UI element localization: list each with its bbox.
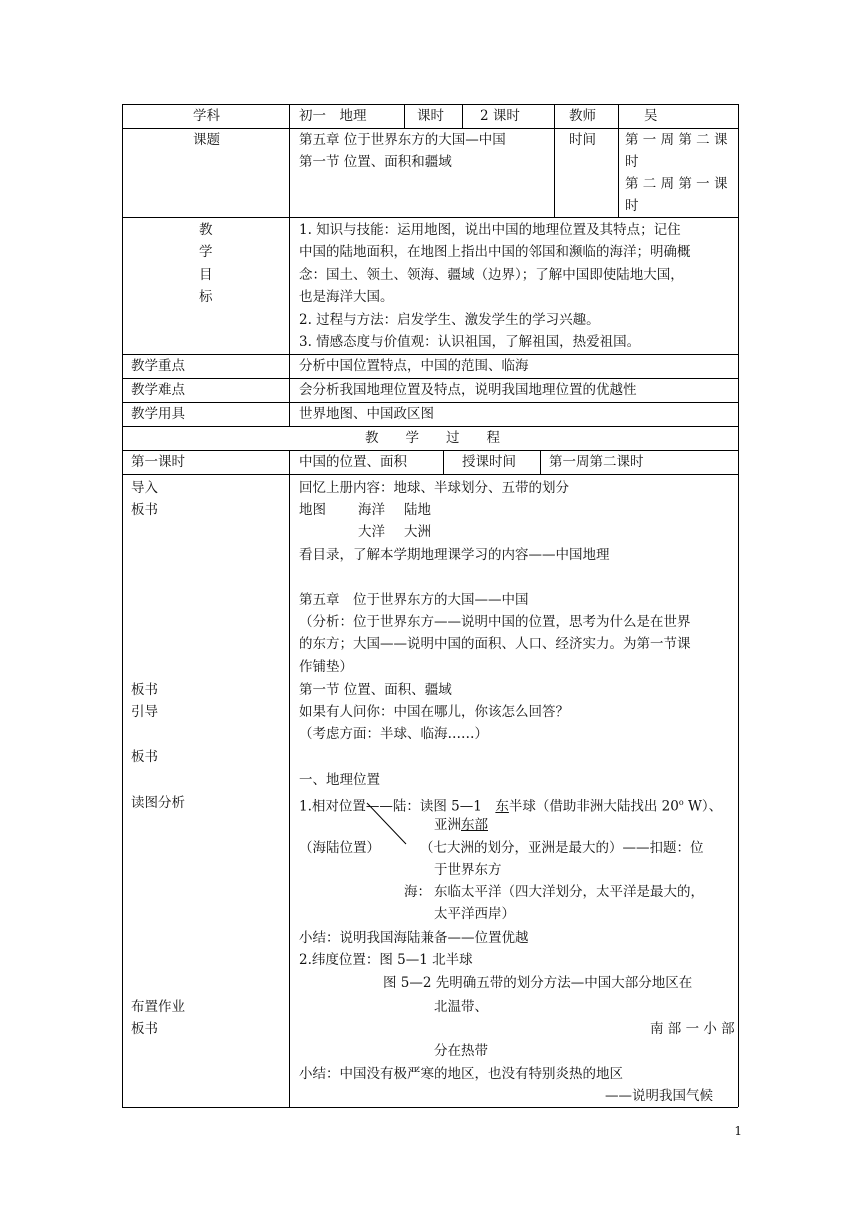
content-line: 一、地理位置 [299,772,380,788]
process-title: 教 学 过 程 [365,430,500,446]
topic-time-label: 时间 [569,132,596,148]
topic-time-line4: 时 [625,198,639,214]
content-line: 小结：说明我国海陆兼备——位置优越 [299,930,529,946]
period-value: 2 课时 [480,108,520,124]
content-line: （考虑方面：半球、临海……） [299,726,488,742]
content-line: 陆地 [404,502,431,518]
topic-time-line2: 时 [625,154,639,170]
content-line: 第五章 位于世界东方的大国——中国 [299,592,529,608]
label-homework: 布置作业 [131,999,185,1015]
lesson1-topic: 中国的位置、面积 [299,454,407,470]
goals-label-char: 标 [199,289,213,305]
subject-value: 初一 地理 [299,108,367,124]
goals-line1: 1. 知识与技能：运用地图，说出中国的地理位置及其特点；记住 [299,222,681,238]
content-line: 海洋 [358,502,385,518]
content-line: 南 部 一 小 部 [650,1021,735,1037]
teacher-value: 吴 [644,108,658,124]
teacher-label: 教师 [569,108,596,124]
label-sea-land: （海陆位置） [299,840,380,856]
period-label: 课时 [417,108,444,124]
label-board: 板书 [131,502,158,518]
content-line: 地图 [299,502,326,518]
label-guide: 引导 [131,704,158,720]
page-number: 1 [734,1124,742,1138]
label-intro: 导入 [131,480,158,496]
content-line: 的东方；大国——说明中国的面积、人口、经济实力。为第一节课 [299,636,691,652]
content-line: 看目录，了解本学期地理课学习的内容——中国地理 [299,547,610,563]
key-points-value: 分析中国位置特点，中国的范围、临海 [299,358,529,374]
goals-line6: 3. 情感态度与价值观：认识祖国，了解祖国，热爱祖国。 [299,334,641,350]
lesson1-time-label: 授课时间 [462,454,516,470]
goals-label-char: 教 [199,222,213,238]
content-line: 太平洋西岸） [434,906,515,922]
goals-line3: 念：国土、领土、领海、疆域（边界）；了解中国即使陆地大国， [299,267,684,283]
topic-line1: 第五章 位于世界东方的大国—中国 [299,132,506,148]
key-points-label: 教学重点 [131,358,185,374]
label-board: 板书 [131,749,158,765]
content-line: 第一节 位置、面积、疆域 [299,682,452,698]
goals-line5: 2. 过程与方法：启发学生、激发学生的学习兴趣。 [299,312,600,328]
topic-label: 课题 [193,132,220,148]
tools-label: 教学用具 [131,406,185,422]
content-line: 亚洲东部 [434,817,488,833]
content-line: 大洲 [404,524,431,540]
subject-label: 学科 [193,108,220,124]
label-board: 板书 [131,682,158,698]
topic-time-line3: 第 二 周 第 一 课 [625,176,728,192]
content-line: （分析：位于世界东方——说明中国的位置，思考为什么是在世界 [299,614,691,630]
topic-line2: 第一节 位置、面积和疆域 [299,154,452,170]
content-line: 2.纬度位置：图 5—1 北半球 [299,952,473,968]
tools-value: 世界地图、中国政区图 [299,406,434,422]
content-line: 东临太平洋（四大洋划分，太平洋是最大的， [434,884,704,900]
content-line: ——说明我国气候 [605,1088,713,1104]
content-line: 海： [404,884,431,900]
content-line: 于世界东方 [434,862,502,878]
content-line: 大洋 [358,524,385,540]
goals-line4: 也是海洋大国。 [299,289,394,305]
difficulties-value: 会分析我国地理位置及特点，说明我国地理位置的优越性 [299,382,637,398]
lesson1-time-value: 第一周第二课时 [549,454,644,470]
lesson1-label: 第一课时 [131,454,185,470]
content-line: 回忆上册内容：地球、半球划分、五带的划分 [299,480,569,496]
content-line: 小结：中国没有极严寒的地区，也没有特别炎热的地区 [299,1066,623,1082]
content-line: 北温带、 [434,999,488,1015]
content-line: （七大洲的划分，亚洲是最大的）——扣题：位 [420,840,704,856]
content-line: 1.相对位置——陆：读图 5—1 东半球（借助非洲大陆找出 20$^o$ W）、 [299,798,723,815]
content-line: 如果有人问你：中国在哪儿，你该怎么回答？ [299,704,569,720]
topic-time-line1: 第 一 周 第 二 课 [625,132,728,148]
goals-label-char: 学 [199,244,213,260]
content-line: 作铺垫） [299,659,353,675]
label-board: 板书 [131,1021,158,1037]
label-map-analysis: 读图分析 [131,795,185,811]
content-line: 分在热带 [434,1043,488,1059]
content-line: 图 5—2 先明确五带的划分方法—中国大部分地区在 [383,975,693,991]
difficulties-label: 教学难点 [131,382,185,398]
goals-line2: 中国的陆地面积，在地图上指出中国的邻国和濒临的海洋；明确概 [299,244,691,260]
goals-label-char: 目 [199,267,213,283]
